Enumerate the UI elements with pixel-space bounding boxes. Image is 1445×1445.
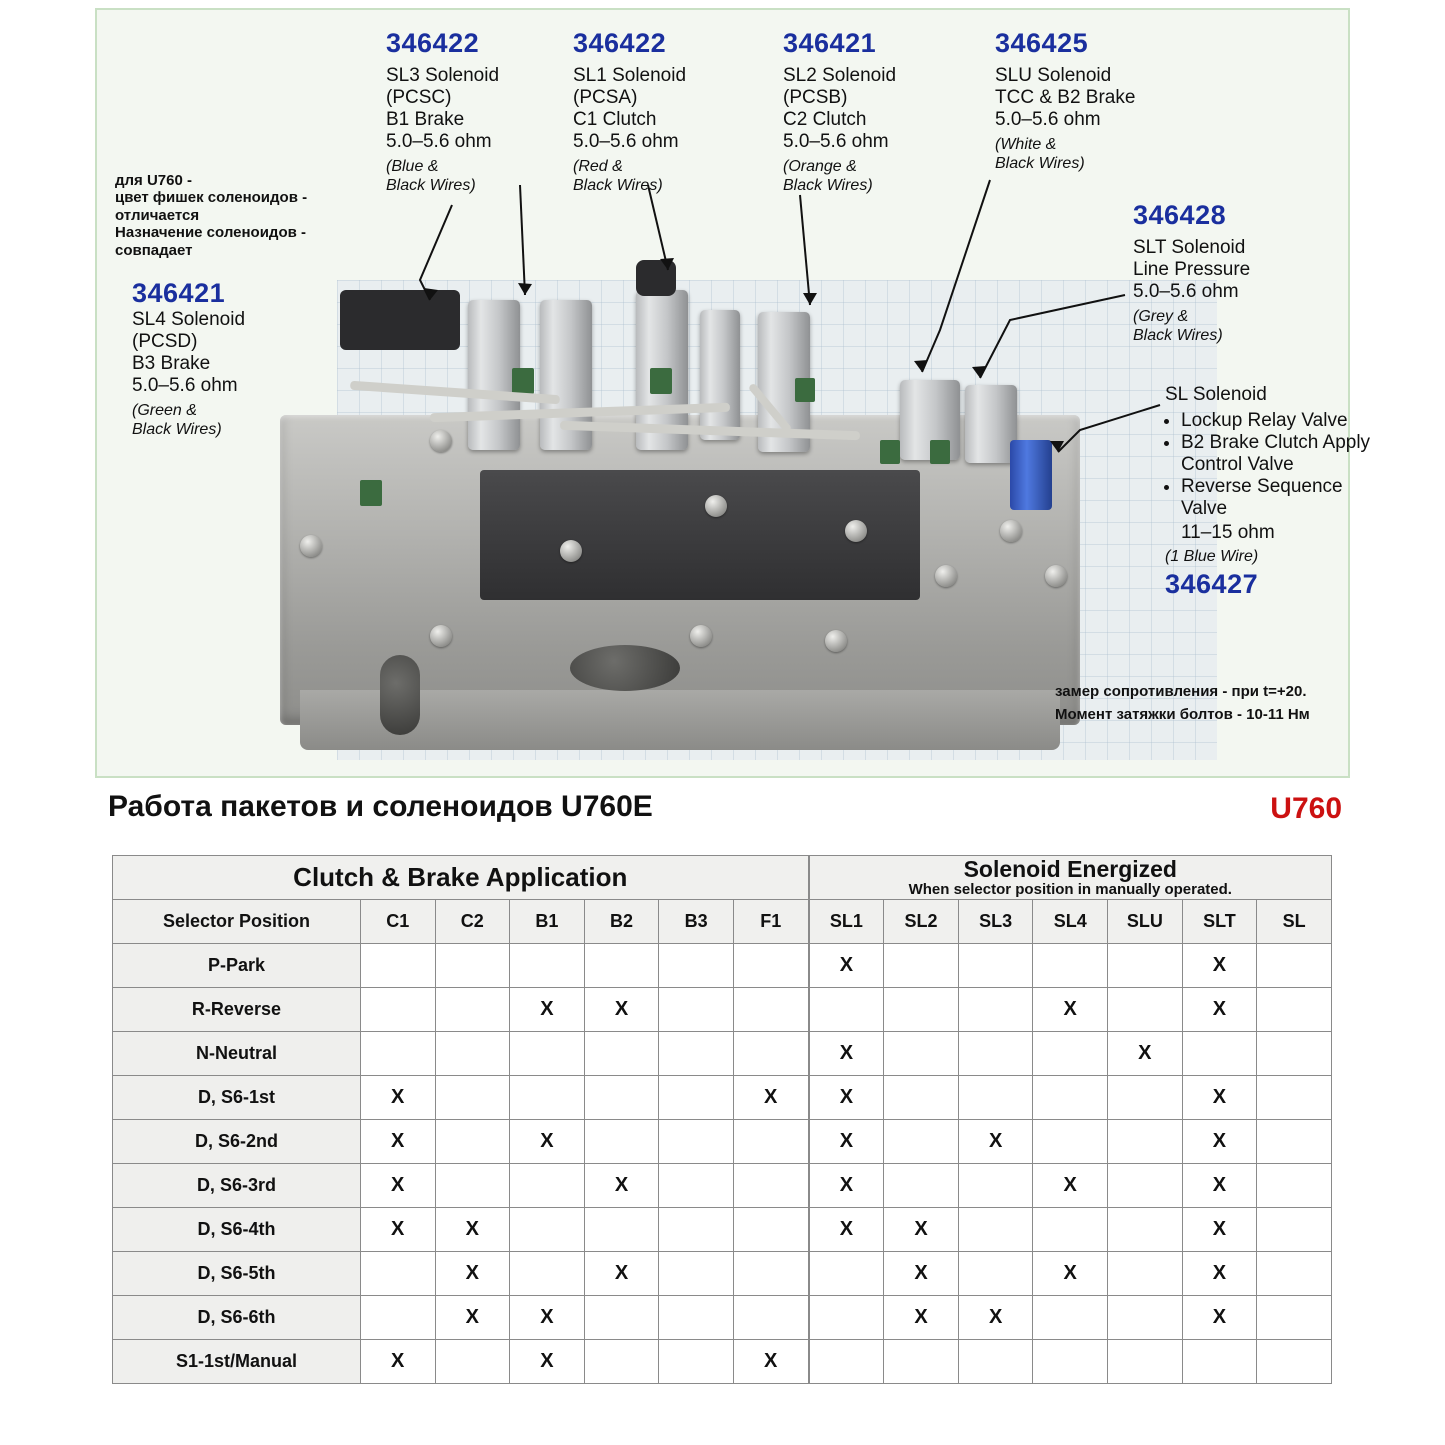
solenoid-sl-blue [1010, 440, 1052, 510]
header-solenoid-energized [809, 856, 1332, 900]
cell-marked: X [360, 1076, 435, 1120]
col-c2: C2 [435, 900, 510, 944]
table-row [113, 1120, 1332, 1164]
bolt [825, 630, 847, 652]
cell-empty [1033, 1076, 1108, 1120]
cell-marked: X [435, 1208, 510, 1252]
cell-empty [884, 1076, 959, 1120]
cell-empty [1257, 1032, 1332, 1076]
cell-empty [435, 988, 510, 1032]
callout-sl4: 346421 SL4 Solenoid (PCSD) B3 Brake 5.0–5.6 ohm (Green & Black Wires) [132, 278, 246, 438]
cell-marked: X [958, 1120, 1033, 1164]
note-left-russian: для U760 - цвет фишек соленоидов - отличается Назначение соленоидов - совпадает [115, 172, 308, 259]
cell-empty [659, 1208, 734, 1252]
solenoid-connector-cap [636, 260, 676, 296]
cell-empty [360, 988, 435, 1032]
cell-empty [435, 1164, 510, 1208]
cell-empty [1108, 988, 1183, 1032]
callout-sl2: 346421 SL2 Solenoid (PCSB) C2 Clutch 5.0–5.6 ohm (Orange & Black Wires) [783, 28, 897, 194]
cell-marked: X [1182, 1252, 1257, 1296]
callout-sl1: 346422 SL1 Solenoid (PCSA) C1 Clutch 5.0–5.6 ohm (Red & Black Wires) [573, 28, 687, 194]
cell-marked: X [809, 1120, 884, 1164]
cell-empty [733, 1032, 808, 1076]
cell-empty [958, 1076, 1033, 1120]
cell-empty [584, 1032, 659, 1076]
cell-marked: X [1182, 988, 1257, 1032]
cell-marked: X [1182, 1120, 1257, 1164]
cell-empty [1108, 1076, 1183, 1120]
cell-marked: X [884, 1208, 959, 1252]
bolt [690, 625, 712, 647]
cell-marked: X [884, 1296, 959, 1340]
bolt [705, 495, 727, 517]
cell-marked: X [510, 1120, 585, 1164]
cell-empty [809, 1252, 884, 1296]
cell-empty [360, 1032, 435, 1076]
valve-body-port [380, 655, 420, 735]
connector-green-3 [795, 378, 815, 402]
sl-valve-list [1165, 410, 1390, 520]
cell-empty [884, 1340, 959, 1384]
cell-marked: X [1108, 1032, 1183, 1076]
callout-slu: 346425 SLU Solenoid TCC & B2 Brake 5.0–5.6 ohm (White & Black Wires) [995, 28, 1136, 172]
col-sl3: SL3 [958, 900, 1033, 944]
row-label: D, S6-4th [113, 1208, 361, 1252]
cell-empty [958, 988, 1033, 1032]
cell-marked: X [584, 1164, 659, 1208]
cell-marked: X [809, 944, 884, 988]
cell-empty [958, 1208, 1033, 1252]
cell-marked: X [1182, 1296, 1257, 1340]
cell-empty [659, 944, 734, 988]
cell-empty [1257, 1340, 1332, 1384]
cell-empty [584, 1120, 659, 1164]
cell-empty [1033, 944, 1108, 988]
cell-empty [1257, 1164, 1332, 1208]
cell-marked: X [884, 1252, 959, 1296]
bolt [845, 520, 867, 542]
cell-marked: X [360, 1340, 435, 1384]
cell-marked: X [809, 1032, 884, 1076]
cell-marked: X [1033, 1164, 1108, 1208]
col-slt: SLT [1182, 900, 1257, 944]
table-column-header-row [113, 900, 1332, 944]
table-header-group [113, 856, 1332, 900]
cell-marked: X [360, 1120, 435, 1164]
bolt [1000, 520, 1022, 542]
bolt [430, 430, 452, 452]
cell-empty [958, 1032, 1033, 1076]
col-slu: SLU [1108, 900, 1183, 944]
col-selector-position: Selector Position [113, 900, 361, 944]
cell-empty [733, 988, 808, 1032]
callout-sl3: 346422 SL3 Solenoid (PCSC) B1 Brake 5.0–5.6 ohm (Blue & Black Wires) [386, 28, 500, 194]
valve-body-port [570, 645, 680, 691]
cell-empty [958, 1340, 1033, 1384]
cell-empty [1108, 1296, 1183, 1340]
cell-empty [1257, 1296, 1332, 1340]
row-label: S1-1st/Manual [113, 1340, 361, 1384]
cell-marked: X [360, 1208, 435, 1252]
cell-empty [1108, 1340, 1183, 1384]
callout-slt: 346428 SLT Solenoid Line Pressure 5.0–5.6 ohm (Grey & Black Wires) [1133, 200, 1251, 344]
cell-empty [584, 1296, 659, 1340]
cell-marked: X [435, 1252, 510, 1296]
cell-empty [884, 944, 959, 988]
connector-green-1 [512, 368, 534, 394]
model-badge: U760 [1270, 792, 1342, 825]
cell-empty [510, 1208, 585, 1252]
table-row [113, 1076, 1332, 1120]
cell-empty [510, 1252, 585, 1296]
cell-empty [510, 1032, 585, 1076]
cell-empty [1182, 1340, 1257, 1384]
table-row [113, 988, 1332, 1032]
cell-marked: X [435, 1296, 510, 1340]
table-row [113, 1164, 1332, 1208]
cell-marked: X [584, 988, 659, 1032]
cell-empty [659, 1032, 734, 1076]
cell-empty [584, 1208, 659, 1252]
col-c1: C1 [360, 900, 435, 944]
cell-empty [659, 1120, 734, 1164]
connector-green-4 [880, 440, 900, 464]
cell-empty [1257, 988, 1332, 1032]
cell-empty [510, 944, 585, 988]
cell-empty [1108, 1252, 1183, 1296]
cell-empty [435, 1032, 510, 1076]
cell-empty [659, 1296, 734, 1340]
cell-empty [958, 1164, 1033, 1208]
cell-empty [510, 1164, 585, 1208]
cell-empty [733, 1208, 808, 1252]
row-label: N-Neutral [113, 1032, 361, 1076]
row-label: D, S6-1st [113, 1076, 361, 1120]
cell-empty [1033, 1340, 1108, 1384]
cell-marked: X [1033, 1252, 1108, 1296]
list-item: • Reverse Sequence Valve [1181, 476, 1390, 520]
table-row [113, 1208, 1332, 1252]
cell-marked: X [510, 988, 585, 1032]
cell-marked: X [510, 1340, 585, 1384]
callout-sl: SL Solenoid • Lockup Relay Valve • B2 Brake Clutch Apply Control Valve • Reverse Sequence Valve 11–15 ohm (1 Blue Wire) 346427 [1165, 384, 1390, 600]
cell-marked: X [733, 1076, 808, 1120]
cell-empty [733, 1296, 808, 1340]
cell-marked: X [360, 1164, 435, 1208]
cell-empty [733, 1164, 808, 1208]
cell-empty [360, 944, 435, 988]
cell-empty [809, 1340, 884, 1384]
row-label: P-Park [113, 944, 361, 988]
cell-empty [1257, 944, 1332, 988]
row-label: D, S6-3rd [113, 1164, 361, 1208]
cell-empty [1257, 1208, 1332, 1252]
col-sl4: SL4 [1033, 900, 1108, 944]
cell-marked: X [1182, 944, 1257, 988]
cell-empty [1033, 1120, 1108, 1164]
cell-marked: X [809, 1164, 884, 1208]
cell-empty [884, 1032, 959, 1076]
cell-empty [360, 1252, 435, 1296]
cell-marked: X [733, 1340, 808, 1384]
list-item: • B2 Brake Clutch Apply Control Valve [1181, 432, 1390, 476]
cell-marked: X [1182, 1076, 1257, 1120]
row-label: D, S6-2nd [113, 1120, 361, 1164]
cell-empty [958, 944, 1033, 988]
table-row [113, 944, 1332, 988]
cell-empty [1257, 1252, 1332, 1296]
cell-empty [510, 1076, 585, 1120]
header-clutch-brake-application: Clutch & Brake Application [113, 856, 809, 900]
connector-green-2 [650, 368, 672, 394]
col-b2: B2 [584, 900, 659, 944]
col-sl: SL [1257, 900, 1332, 944]
row-label: D, S6-5th [113, 1252, 361, 1296]
note-right-russian: замер сопротивления - при t=+20. Момент затяжки болтов - 10-11 Нм [1055, 683, 1310, 723]
cell-marked: X [1182, 1164, 1257, 1208]
cell-marked: X [584, 1252, 659, 1296]
cell-empty [809, 1296, 884, 1340]
row-label: R-Reverse [113, 988, 361, 1032]
cell-empty [584, 1076, 659, 1120]
cell-empty [435, 1120, 510, 1164]
bolt [560, 540, 582, 562]
cell-empty [435, 1340, 510, 1384]
header-solenoid-energized-sub: When selector position in manually operated. [908, 880, 1232, 898]
cell-empty [435, 1076, 510, 1120]
cell-empty [584, 944, 659, 988]
cell-empty [584, 1340, 659, 1384]
cell-empty [659, 1340, 734, 1384]
cell-empty [884, 988, 959, 1032]
clutch-brake-application-table [112, 855, 1332, 1384]
connector-green-6 [360, 480, 382, 506]
connector-green-5 [930, 440, 950, 464]
cell-empty [1033, 1032, 1108, 1076]
header-solenoid-energized-title: Solenoid Energized [963, 855, 1177, 882]
cell-empty [1033, 1296, 1108, 1340]
table-body [113, 944, 1332, 1384]
cell-empty [733, 944, 808, 988]
cell-empty [1108, 1208, 1183, 1252]
cell-marked: X [809, 1076, 884, 1120]
col-f1: F1 [733, 900, 808, 944]
cell-empty [1108, 944, 1183, 988]
cell-empty [659, 988, 734, 1032]
cell-empty [1257, 1076, 1332, 1120]
cell-empty [435, 944, 510, 988]
cell-empty [1033, 1208, 1108, 1252]
cell-marked: X [510, 1296, 585, 1340]
table-row [113, 1340, 1332, 1384]
cell-empty [884, 1120, 959, 1164]
page-title: Работа пакетов и соленоидов U760E [108, 790, 653, 823]
solenoid-sl1b [700, 310, 740, 440]
table-row [113, 1296, 1332, 1340]
table-row [113, 1252, 1332, 1296]
cell-empty [1108, 1120, 1183, 1164]
bolt [430, 625, 452, 647]
bolt [300, 535, 322, 557]
table-row [113, 1032, 1332, 1076]
cell-empty [1108, 1164, 1183, 1208]
cell-empty [1182, 1032, 1257, 1076]
row-label: D, S6-6th [113, 1296, 361, 1340]
cell-empty [659, 1076, 734, 1120]
cell-empty [659, 1164, 734, 1208]
cell-marked: X [958, 1296, 1033, 1340]
cell-empty [1257, 1120, 1332, 1164]
cell-empty [360, 1296, 435, 1340]
cell-empty [884, 1164, 959, 1208]
bolt [1045, 565, 1067, 587]
cell-marked: X [809, 1208, 884, 1252]
cell-empty [733, 1120, 808, 1164]
col-sl1: SL1 [809, 900, 884, 944]
cell-empty [809, 988, 884, 1032]
col-sl2: SL2 [884, 900, 959, 944]
cell-empty [958, 1252, 1033, 1296]
col-b3: B3 [659, 900, 734, 944]
list-item: • Lockup Relay Valve [1181, 410, 1390, 432]
cell-empty [733, 1252, 808, 1296]
section-title-row [100, 790, 1350, 836]
cell-marked: X [1033, 988, 1108, 1032]
col-b1: B1 [510, 900, 585, 944]
cell-marked: X [1182, 1208, 1257, 1252]
bolt [935, 565, 957, 587]
cell-empty [659, 1252, 734, 1296]
